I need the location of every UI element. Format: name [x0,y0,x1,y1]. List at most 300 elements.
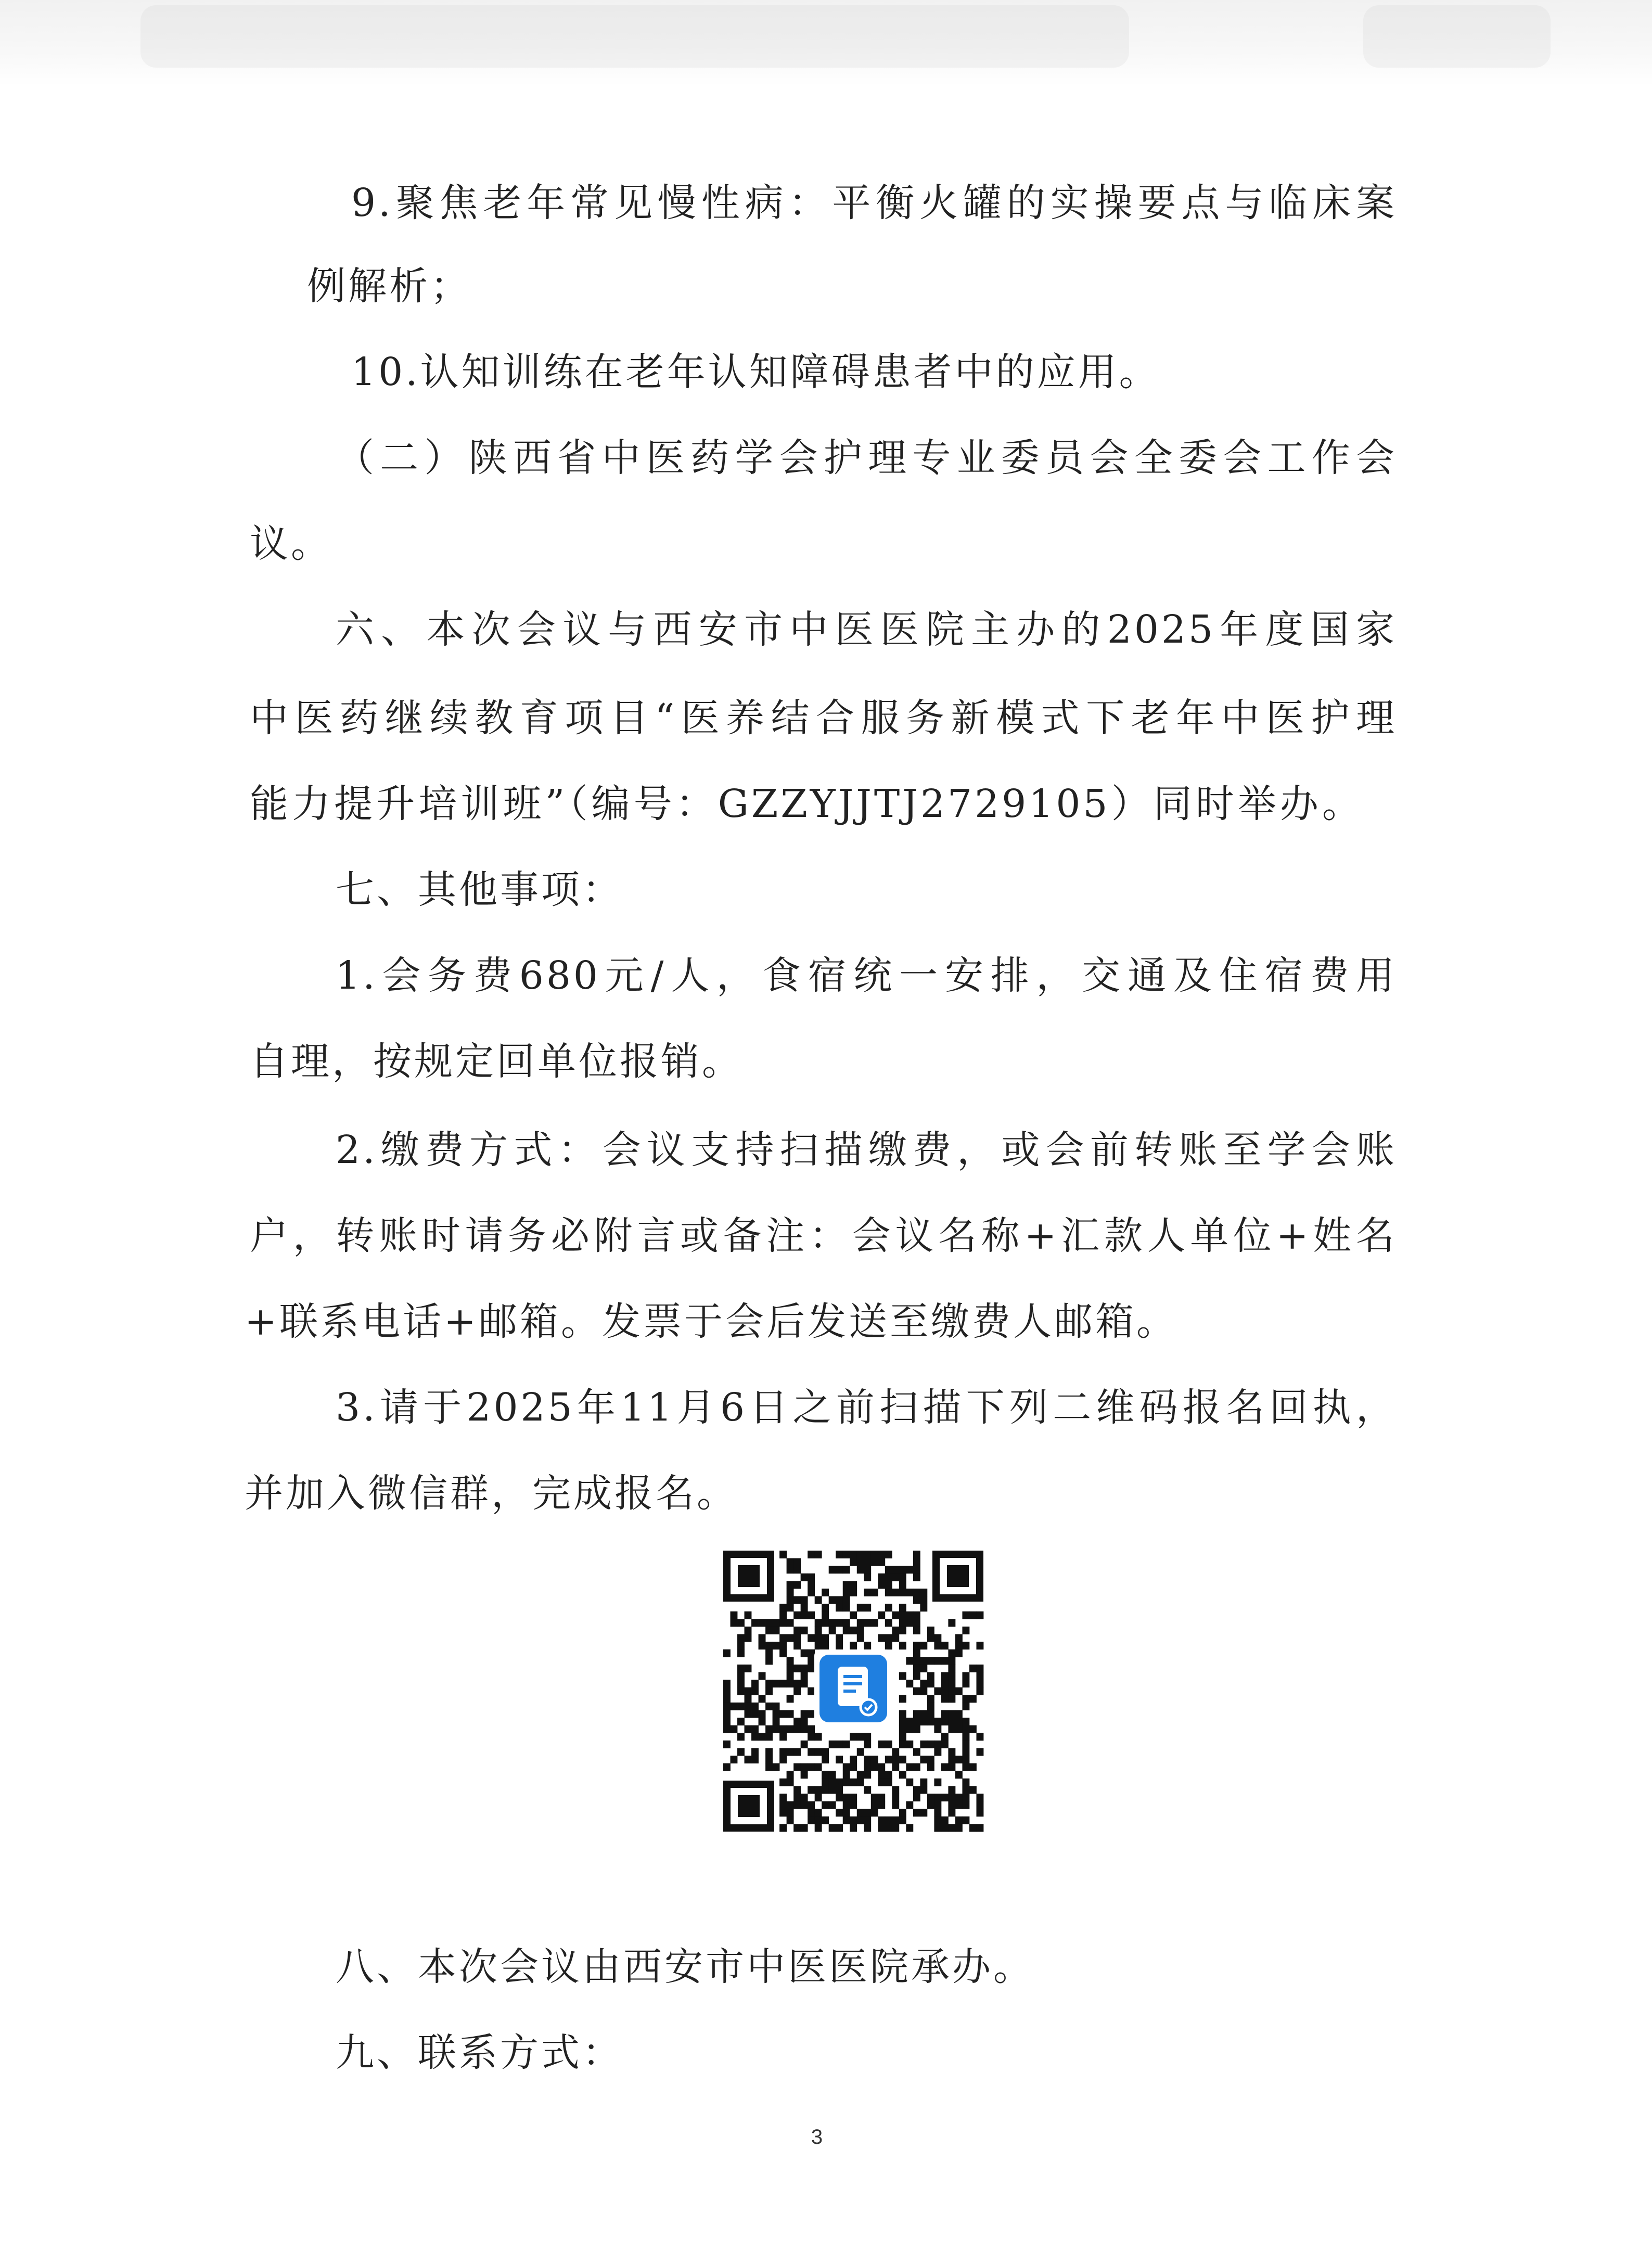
qr-module [878,1741,885,1748]
qr-module [962,1680,969,1687]
qr-module [941,1718,949,1725]
qr-module [737,1748,745,1756]
qr-module [892,1589,899,1596]
qr-module [941,1657,949,1665]
qr-module [962,1642,969,1649]
qr-module [815,1627,822,1634]
qr-module [808,1687,815,1695]
qr-module [976,1824,983,1832]
qr-module [969,1695,977,1703]
qr-module [864,1824,871,1832]
qr-module [787,1566,794,1574]
qr-module [899,1604,906,1611]
qr-module [815,1733,822,1741]
qr-module [723,1763,731,1771]
qr-module [850,1817,857,1824]
text-line: 9.聚焦老年常见慢性病：平衡火罐的实操要点与临床案 [351,181,1397,225]
qr-module [822,1801,829,1809]
qr-module [955,1725,963,1733]
qr-module [913,1589,920,1596]
qr-module [793,1718,801,1725]
qr-module [822,1604,829,1611]
qr-module [801,1649,808,1657]
qr-module [787,1558,794,1566]
qr-module [723,1703,731,1710]
qr-module [808,1748,815,1756]
qr-module [913,1794,920,1801]
qr-module [829,1771,836,1779]
qr-module [822,1817,829,1824]
qr-module [934,1657,941,1665]
qr-module [948,1794,955,1801]
qr-module [801,1725,808,1733]
qr-module [920,1680,927,1687]
qr-module [793,1763,801,1771]
qr-module [723,1687,731,1695]
qr-module [723,1725,731,1733]
qr-finder-top-right [932,1551,983,1602]
qr-module [843,1817,850,1824]
qr-module [787,1771,794,1779]
qr-module [779,1779,787,1786]
qr-module [723,1718,731,1725]
qr-module [779,1756,787,1763]
qr-finder-bottom-left [723,1781,774,1832]
qr-module [850,1763,857,1771]
qr-module [948,1786,955,1794]
qr-module [920,1657,927,1665]
qr-module [955,1817,963,1824]
qr-module [899,1627,906,1634]
qr-module [927,1657,934,1665]
qr-module [864,1642,871,1649]
qr-module [731,1611,738,1619]
qr-module [927,1680,934,1687]
text-line: 议。 [250,521,332,566]
qr-module [941,1824,949,1832]
qr-module [793,1642,801,1649]
qr-module [941,1687,949,1695]
qr-module [920,1687,927,1695]
qr-module [765,1687,773,1695]
qr-module [976,1809,983,1817]
qr-module [745,1611,752,1619]
qr-module [793,1596,801,1604]
qr-module [906,1611,913,1619]
qr-module [765,1725,773,1733]
qr-module [787,1619,794,1627]
qr-module [976,1680,983,1687]
qr-module [878,1771,885,1779]
qr-module [920,1604,927,1611]
qr-module [850,1627,857,1634]
qr-module [934,1687,941,1695]
qr-module [787,1665,794,1672]
qr-module [906,1741,913,1748]
qr-module [773,1642,780,1649]
qr-module [948,1687,955,1695]
qr-module [787,1725,794,1733]
qr-module [808,1657,815,1665]
qr-module [892,1566,899,1574]
qr-module [899,1574,906,1581]
qr-module [871,1794,878,1801]
qr-module [843,1779,850,1786]
qr-module [759,1718,766,1725]
qr-module [765,1733,773,1741]
qr-module [934,1801,941,1809]
qr-module [913,1725,920,1733]
qr-module [927,1710,934,1718]
qr-module [779,1801,787,1809]
qr-module [793,1611,801,1619]
qr-module [779,1748,787,1756]
text-line: 中医药继续教育项目“医养结合服务新模式下老年中医护理 [250,696,1397,740]
text-line: 并加入微信群，完成报名。 [245,1471,738,1516]
qr-module [793,1801,801,1809]
qr-module [906,1589,913,1596]
qr-module [751,1703,759,1710]
qr-module [955,1771,963,1779]
text-line: 10.认知训练在老年认知障碍患者中的应用。 [351,350,1160,394]
qr-module [793,1687,801,1695]
qr-module [801,1611,808,1619]
text-line: 2.缴费方式：会议支持扫描缴费，或会前转账至学会账 [336,1128,1397,1172]
qr-module [808,1733,815,1741]
text-line: （二）陕西省中医药学会护理专业委员会全委会工作会 [336,436,1397,480]
qr-module [913,1809,920,1817]
qr-module [787,1596,794,1604]
qr-module [737,1619,745,1627]
qr-module [969,1665,977,1672]
qr-module [913,1657,920,1665]
qr-module [808,1611,815,1619]
qr-module [779,1619,787,1627]
qr-module [948,1809,955,1817]
qr-module [892,1786,899,1794]
qr-module [737,1733,745,1741]
qr-module [793,1634,801,1642]
qr-module [787,1809,794,1817]
qr-module [815,1786,822,1794]
qr-module [927,1756,934,1763]
qr-module [913,1642,920,1649]
qr-module [801,1574,808,1581]
qr-module [962,1695,969,1703]
qr-module [731,1756,738,1763]
qr-module [976,1665,983,1672]
qr-finder-top-left [723,1551,774,1602]
qr-module [843,1741,850,1748]
text-line: 户，转账时请务必附言或备注：会议名称+汇款人单位+姓名 [250,1213,1397,1258]
qr-module [850,1779,857,1786]
qr-module [864,1574,871,1581]
qr-module [759,1642,766,1649]
qr-module [787,1672,794,1680]
qr-module [808,1817,815,1824]
qr-module [948,1824,955,1832]
qr-module [885,1551,892,1558]
qr-module [787,1657,794,1665]
qr-module [850,1756,857,1763]
qr-module [829,1801,836,1809]
text-line: 能力提升培训班”（编号：GZZYJJTJ2729105）同时举办。 [250,782,1363,826]
qr-module [779,1642,787,1649]
qr-module [864,1733,871,1741]
qr-module [913,1566,920,1574]
qr-module [815,1634,822,1642]
qr-module [850,1801,857,1809]
qr-module [913,1649,920,1657]
qr-module [822,1611,829,1619]
qr-module [850,1581,857,1589]
qr-module [962,1627,969,1634]
qr-module [745,1710,752,1718]
qr-module [934,1824,941,1832]
qr-module [765,1619,773,1627]
qr-module [857,1627,864,1634]
qr-module [885,1756,892,1763]
qr-module [892,1627,899,1634]
qr-module [871,1551,878,1558]
qr-module [773,1718,780,1725]
qr-module [913,1763,920,1771]
qr-module [787,1801,794,1809]
qr-module [941,1763,949,1771]
qr-module [779,1710,787,1718]
qr-module [878,1611,885,1619]
qr-module [899,1741,906,1748]
qr-module [815,1748,822,1756]
qr-module [793,1558,801,1566]
qr-module [723,1649,731,1657]
qr-code-graphic [721,1548,986,1834]
qr-module [871,1589,878,1596]
qr-module [948,1763,955,1771]
qr-module [934,1817,941,1824]
qr-module [871,1809,878,1817]
qr-module [892,1801,899,1809]
qr-module [885,1642,892,1649]
qr-module [871,1558,878,1566]
qr-module [787,1817,794,1824]
qr-module [857,1779,864,1786]
text-line: 自理，按规定回单位报销。 [250,1039,743,1084]
page-number: 3 [811,2126,823,2148]
qr-module [759,1710,766,1718]
qr-module [885,1604,892,1611]
qr-module [787,1589,794,1596]
qr-module [864,1763,871,1771]
qr-module [787,1604,794,1611]
qr-module [836,1566,843,1574]
qr-module [976,1794,983,1801]
qr-module [955,1718,963,1725]
qr-module [793,1725,801,1733]
qr-module [822,1771,829,1779]
qr-module [913,1619,920,1627]
qr-module [787,1634,794,1642]
qr-module [857,1604,864,1611]
qr-module [885,1566,892,1574]
qr-module [808,1763,815,1771]
qr-module [885,1574,892,1581]
qr-module [815,1824,822,1832]
qr-module [850,1551,857,1558]
qr-module [779,1733,787,1741]
qr-module [829,1786,836,1794]
qr-module [836,1551,843,1558]
qr-module [955,1687,963,1695]
qr-module [808,1809,815,1817]
qr-module [787,1581,794,1589]
qr-module [920,1589,927,1596]
qr-module [829,1741,836,1748]
qr-module [836,1809,843,1817]
qr-module [850,1733,857,1741]
qr-module [927,1763,934,1771]
qr-module [962,1733,969,1741]
qr-module [962,1756,969,1763]
qr-module [857,1771,864,1779]
qr-module [955,1710,963,1718]
qr-module [934,1741,941,1748]
qr-module [941,1794,949,1801]
qr-module [836,1619,843,1627]
qr-module [962,1718,969,1725]
qr-module [843,1809,850,1817]
qr-module [793,1786,801,1794]
qr-module [962,1703,969,1710]
qr-module [822,1589,829,1596]
qr-module [878,1779,885,1786]
qr-module [850,1589,857,1596]
document-check-icon [814,1649,892,1728]
qr-module [955,1801,963,1809]
qr-module [906,1680,913,1687]
qr-module [962,1794,969,1801]
qr-module [927,1794,934,1801]
scan-smudge [1363,5,1551,68]
qr-module [843,1801,850,1809]
qr-module [913,1786,920,1794]
qr-module [765,1649,773,1657]
qr-module [808,1581,815,1589]
qr-module [737,1703,745,1710]
text-line: 九、联系方式： [336,2030,623,2075]
qr-module [723,1710,731,1718]
qr-module [737,1680,745,1687]
qr-module [808,1634,815,1642]
qr-module [871,1801,878,1809]
qr-module [948,1665,955,1672]
qr-module [864,1619,871,1627]
qr-module [899,1611,906,1619]
qr-module [843,1794,850,1801]
qr-module [815,1642,822,1649]
qr-module [857,1817,864,1824]
qr-module [779,1725,787,1733]
qr-module [751,1619,759,1627]
qr-module [899,1756,906,1763]
scan-smudge [140,5,1129,68]
qr-module [927,1672,934,1680]
qr-module [759,1672,766,1680]
qr-module [962,1741,969,1748]
qr-module [906,1779,913,1786]
qr-module [955,1794,963,1801]
qr-module [808,1786,815,1794]
qr-module [808,1710,815,1718]
qr-module [920,1642,927,1649]
qr-module [885,1779,892,1786]
qr-module [850,1794,857,1801]
registration-qr-code[interactable] [721,1548,986,1834]
qr-module [920,1779,927,1786]
qr-module [899,1710,906,1718]
qr-module [878,1824,885,1832]
qr-module [857,1558,864,1566]
qr-module [878,1634,885,1642]
qr-module [976,1801,983,1809]
qr-module [843,1763,850,1771]
qr-module [808,1649,815,1657]
qr-module [871,1756,878,1763]
qr-module [815,1794,822,1801]
qr-module [731,1725,738,1733]
qr-module [878,1558,885,1566]
qr-module [948,1718,955,1725]
qr-module [829,1619,836,1627]
qr-module [808,1665,815,1672]
qr-module [899,1817,906,1824]
qr-module [941,1741,949,1748]
qr-module [892,1763,899,1771]
qr-module [927,1801,934,1809]
qr-module [850,1642,857,1649]
qr-module [878,1794,885,1801]
qr-module [745,1687,752,1695]
qr-module [892,1824,899,1832]
qr-module [962,1611,969,1619]
text-line: 例解析； [307,264,471,309]
qr-module [850,1611,857,1619]
qr-module [864,1551,871,1558]
qr-module [822,1619,829,1627]
qr-module [920,1665,927,1672]
qr-module [857,1551,864,1558]
qr-module [913,1672,920,1680]
qr-module [822,1634,829,1642]
qr-module [737,1718,745,1725]
qr-module [793,1665,801,1672]
qr-module [948,1725,955,1733]
qr-module [976,1748,983,1756]
qr-module [759,1634,766,1642]
qr-module [815,1551,822,1558]
qr-module [836,1634,843,1642]
qr-module [723,1680,731,1687]
qr-module [892,1634,899,1642]
qr-module [899,1725,906,1733]
qr-module [920,1718,927,1725]
qr-module [801,1665,808,1672]
qr-module [787,1695,794,1703]
qr-module [948,1710,955,1718]
qr-module [885,1634,892,1642]
qr-module [899,1642,906,1649]
qr-module [829,1627,836,1634]
